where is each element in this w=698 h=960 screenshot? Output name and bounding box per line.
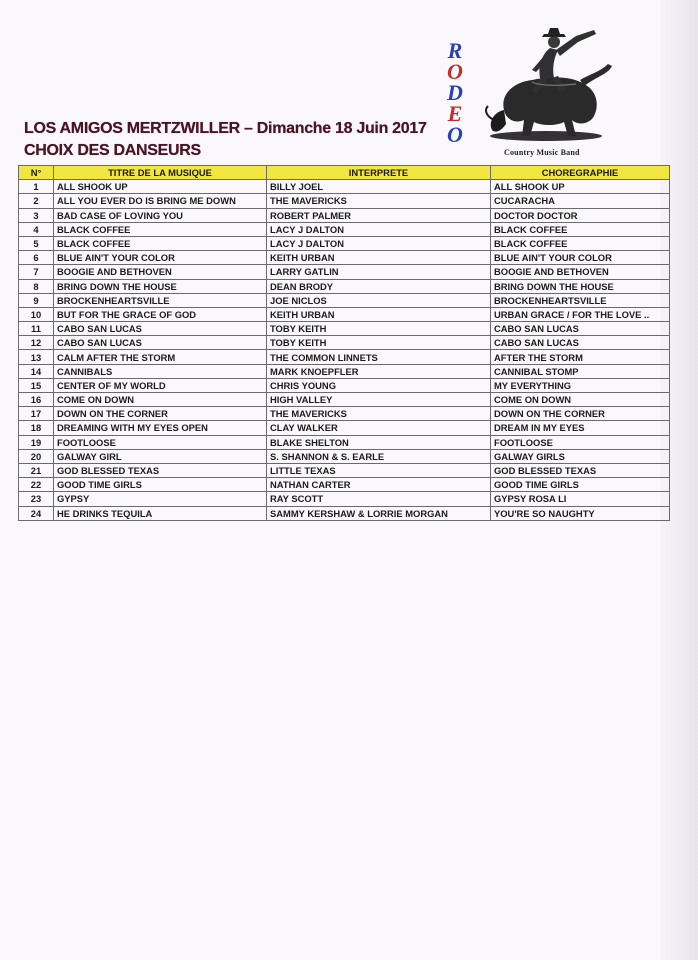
header-artist: INTERPRETE: [267, 166, 491, 180]
table-row: [19, 506, 670, 520]
header-title: TITRE DE LA MUSIQUE: [54, 166, 267, 180]
row-song-title: BLUE AIN'T YOUR COLOR: [54, 251, 267, 265]
table-row: [19, 307, 670, 321]
row-artist: BLAKE SHELTON: [267, 435, 491, 449]
row-number: 6: [19, 251, 54, 265]
row-song-title: BLACK COFFEE: [54, 236, 267, 250]
row-choreography: URBAN GRACE / FOR THE LOVE ..: [491, 307, 670, 321]
row-song-title: BUT FOR THE GRACE OF GOD: [54, 307, 267, 321]
table-row: [19, 236, 670, 250]
row-number: 1: [19, 180, 54, 194]
row-song-title: GOD BLESSED TEXAS: [54, 463, 267, 477]
row-choreography: YOU'RE SO NAUGHTY: [491, 506, 670, 520]
row-choreography: BLACK COFFEE: [491, 236, 670, 250]
row-artist: LARRY GATLIN: [267, 265, 491, 279]
row-song-title: DREAMING WITH MY EYES OPEN: [54, 421, 267, 435]
row-choreography: CANNIBAL STOMP: [491, 364, 670, 378]
row-song-title: DOWN ON THE CORNER: [54, 407, 267, 421]
row-choreography: CUCARACHA: [491, 194, 670, 208]
logo-tagline: Country Music Band: [504, 148, 580, 157]
row-choreography: GOD BLESSED TEXAS: [491, 463, 670, 477]
row-choreography: FOOTLOOSE: [491, 435, 670, 449]
row-song-title: BLACK COFFEE: [54, 222, 267, 236]
table-header-row: [19, 166, 670, 180]
row-number: 7: [19, 265, 54, 279]
row-artist: CLAY WALKER: [267, 421, 491, 435]
row-number: 11: [19, 322, 54, 336]
song-table-body: [19, 180, 670, 521]
row-artist: JOE NICLOS: [267, 293, 491, 307]
table-row: [19, 180, 670, 194]
row-choreography: DOWN ON THE CORNER: [491, 407, 670, 421]
row-choreography: GYPSY ROSA LI: [491, 492, 670, 506]
row-artist: THE COMMON LINNETS: [267, 350, 491, 364]
row-artist: DEAN BRODY: [267, 279, 491, 293]
table-row: [19, 435, 670, 449]
row-artist: KEITH URBAN: [267, 251, 491, 265]
row-number: 5: [19, 236, 54, 250]
row-choreography: BLUE AIN'T YOUR COLOR: [491, 251, 670, 265]
row-artist: TOBY KEITH: [267, 336, 491, 350]
row-song-title: GYPSY: [54, 492, 267, 506]
row-song-title: BRING DOWN THE HOUSE: [54, 279, 267, 293]
row-choreography: DOCTOR DOCTOR: [491, 208, 670, 222]
row-number: 24: [19, 506, 54, 520]
row-artist: S. SHANNON & S. EARLE: [267, 449, 491, 463]
row-number: 16: [19, 393, 54, 407]
row-artist: TOBY KEITH: [267, 322, 491, 336]
row-artist: LITTLE TEXAS: [267, 463, 491, 477]
row-song-title: CALM AFTER THE STORM: [54, 350, 267, 364]
row-song-title: FOOTLOOSE: [54, 435, 267, 449]
row-number: 19: [19, 435, 54, 449]
table-row: [19, 322, 670, 336]
table-row: [19, 478, 670, 492]
table-row: [19, 364, 670, 378]
row-number: 22: [19, 478, 54, 492]
document-title: LOS AMIGOS MERTZWILLER – Dimanche 18 Juin 2017: [24, 120, 427, 137]
row-number: 12: [19, 336, 54, 350]
row-number: 2: [19, 194, 54, 208]
table-row: [19, 463, 670, 477]
row-number: 8: [19, 279, 54, 293]
logo-letter: O: [447, 59, 463, 84]
row-choreography: AFTER THE STORM: [491, 350, 670, 364]
row-song-title: BROCKENHEARTSVILLE: [54, 293, 267, 307]
row-choreography: DREAM IN MY EYES: [491, 421, 670, 435]
table-row: [19, 350, 670, 364]
row-number: 4: [19, 222, 54, 236]
row-number: 23: [19, 492, 54, 506]
row-song-title: BOOGIE AND BETHOVEN: [54, 265, 267, 279]
logo-letter: D: [447, 80, 463, 105]
row-number: 14: [19, 364, 54, 378]
row-number: 17: [19, 407, 54, 421]
row-choreography: BLACK COFFEE: [491, 222, 670, 236]
row-artist: LACY J DALTON: [267, 236, 491, 250]
row-song-title: CABO SAN LUCAS: [54, 322, 267, 336]
row-song-title: ALL YOU EVER DO IS BRING ME DOWN: [54, 194, 267, 208]
row-artist: SAMMY KERSHAW & LORRIE MORGAN: [267, 506, 491, 520]
song-table: [18, 165, 670, 521]
row-song-title: ALL SHOOK UP: [54, 180, 267, 194]
row-choreography: ALL SHOOK UP: [491, 180, 670, 194]
row-artist: THE MAVERICKS: [267, 407, 491, 421]
row-choreography: COME ON DOWN: [491, 393, 670, 407]
row-artist: CHRIS YOUNG: [267, 378, 491, 392]
table-row: [19, 208, 670, 222]
row-number: 9: [19, 293, 54, 307]
row-choreography: BROCKENHEARTSVILLE: [491, 293, 670, 307]
logo-letter: E: [447, 101, 463, 126]
table-row: [19, 407, 670, 421]
row-number: 20: [19, 449, 54, 463]
row-choreography: GALWAY GIRLS: [491, 449, 670, 463]
table-row: [19, 222, 670, 236]
row-artist: LACY J DALTON: [267, 222, 491, 236]
row-number: 15: [19, 378, 54, 392]
row-song-title: CABO SAN LUCAS: [54, 336, 267, 350]
row-song-title: BAD CASE OF LOVING YOU: [54, 208, 267, 222]
table-row: [19, 265, 670, 279]
row-number: 10: [19, 307, 54, 321]
row-song-title: CENTER OF MY WORLD: [54, 378, 267, 392]
table-row: [19, 336, 670, 350]
row-number: 3: [19, 208, 54, 222]
row-number: 21: [19, 463, 54, 477]
row-choreography: CABO SAN LUCAS: [491, 336, 670, 350]
table-row: [19, 251, 670, 265]
row-artist: MARK KNOEPFLER: [267, 364, 491, 378]
row-artist: KEITH URBAN: [267, 307, 491, 321]
row-artist: ROBERT PALMER: [267, 208, 491, 222]
row-artist: NATHAN CARTER: [267, 478, 491, 492]
row-song-title: CANNIBALS: [54, 364, 267, 378]
table-row: [19, 421, 670, 435]
row-choreography: BOOGIE AND BETHOVEN: [491, 265, 670, 279]
table-row: [19, 194, 670, 208]
logo-wordmark: [438, 40, 472, 145]
table-row: [19, 393, 670, 407]
logo-letter: O: [447, 122, 463, 147]
rodeo-logo: [436, 24, 616, 164]
row-song-title: GALWAY GIRL: [54, 449, 267, 463]
row-song-title: GOOD TIME GIRLS: [54, 478, 267, 492]
table-row: [19, 279, 670, 293]
row-artist: HIGH VALLEY: [267, 393, 491, 407]
row-choreography: CABO SAN LUCAS: [491, 322, 670, 336]
table-row: [19, 492, 670, 506]
row-artist: RAY SCOTT: [267, 492, 491, 506]
row-number: 13: [19, 350, 54, 364]
row-song-title: COME ON DOWN: [54, 393, 267, 407]
row-choreography: MY EVERYTHING: [491, 378, 670, 392]
document-subtitle: CHOIX DES DANSEURS: [24, 142, 201, 159]
table-row: [19, 293, 670, 307]
logo-letter: R: [447, 38, 463, 63]
bull-rider-icon: [480, 24, 614, 148]
header-choreography: CHOREGRAPHIE: [491, 166, 670, 180]
header-number: N°: [19, 166, 54, 180]
row-number: 18: [19, 421, 54, 435]
row-choreography: GOOD TIME GIRLS: [491, 478, 670, 492]
row-artist: BILLY JOEL: [267, 180, 491, 194]
row-artist: THE MAVERICKS: [267, 194, 491, 208]
table-row: [19, 378, 670, 392]
row-song-title: HE DRINKS TEQUILA: [54, 506, 267, 520]
table-row: [19, 449, 670, 463]
row-choreography: BRING DOWN THE HOUSE: [491, 279, 670, 293]
